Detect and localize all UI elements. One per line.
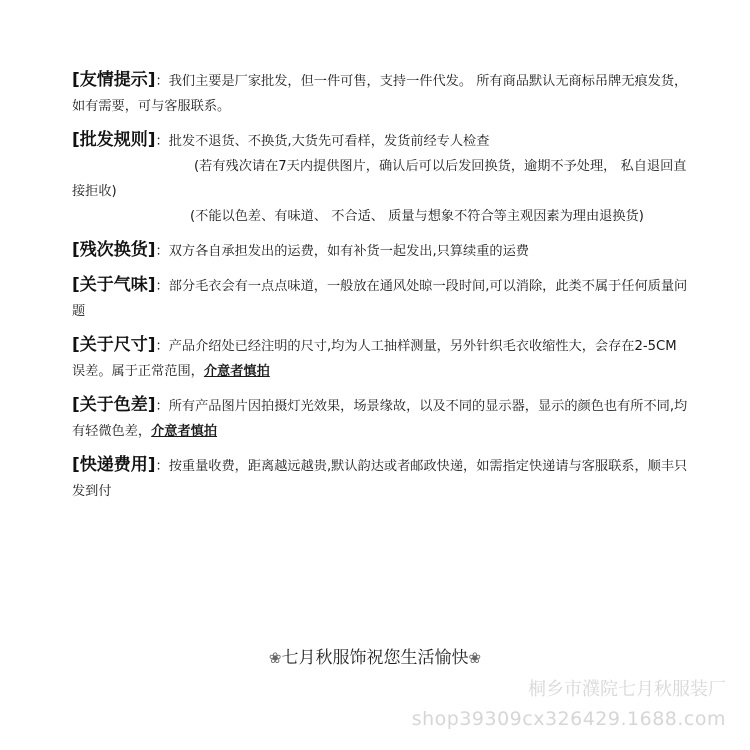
notice-document <box>72 68 688 504</box>
notice-emphasis: 介意者慎拍 <box>203 364 270 379</box>
notice-text: ：我们主要是厂家批发，但一件可售，支持一件代发。 所有商品默认无商标吊牌无痕发货，如有需要，可与客服联系。 <box>72 74 688 114</box>
notice-heading: [快递费用] <box>72 455 156 475</box>
notice-size <box>72 333 688 384</box>
notice-text: ：批发不退货、不换货,大货先可看样，发货前经专人检查 <box>155 134 490 149</box>
notice-text: ：所有产品图片因拍摄灯光效果，场景缘故，以及不同的显示器，显示的颜色也有所不同,均有轻微色差， <box>72 399 688 439</box>
notice-color <box>72 393 688 444</box>
notice-text: ：产品介绍处已经注明的尺寸,均为人工抽样测量，另外针织毛衣收缩性大，会存在2-5CM误差。属于正常范围， <box>72 339 677 379</box>
notice-heading: [关于气味] <box>72 275 156 295</box>
watermark-shop-url: shop39309cx326429.1688.com <box>411 708 726 730</box>
closing-line <box>0 643 750 668</box>
notice-heading: [批发规则] <box>72 130 156 150</box>
notice-heading: [残次换货] <box>72 240 156 260</box>
notice-friendly-tip <box>72 68 688 119</box>
notice-defect-exchange <box>72 238 688 264</box>
notice-wholesale-rules <box>72 128 688 154</box>
notice-heading: [关于色差] <box>72 395 156 415</box>
notice-text: ：部分毛衣会有一点点味道，一般放在通风处晾一段时间,可以消除，此类不属于任何质量问题 <box>72 279 688 319</box>
notice-heading: [关于尺寸] <box>72 335 156 355</box>
notice-heading: [友情提示] <box>72 70 156 90</box>
notice-text: ：双方各自承担发出的运费，如有补货一起发出,只算续重的运费 <box>155 244 529 259</box>
notice-odor <box>72 273 688 324</box>
notice-wholesale-sub2: (不能以色差、有味道、 不合适、 质量与想象不符合等主观因素为理由退换货) <box>190 209 644 224</box>
notice-shipping <box>72 453 688 504</box>
notice-wholesale-sub1: (若有残次请在7天内提供图片，确认后可以后发回换货，逾期不予处理， 私自退回直接拒收) <box>72 159 687 199</box>
flower-icon: ❀ <box>268 649 282 667</box>
watermark-shop-name: 桐乡市濮院七月秋服装厂 <box>528 679 726 700</box>
flower-icon: ❀ <box>468 649 482 667</box>
closing-text: 七月秋服饰祝您生活愉快 <box>281 648 469 668</box>
notice-emphasis: 介意者慎拍 <box>151 424 218 439</box>
notice-text: ：按重量收费，距离越远越贵,默认韵达或者邮政快递，如需指定快递请与客服联系，顺丰只发到付 <box>72 459 688 499</box>
